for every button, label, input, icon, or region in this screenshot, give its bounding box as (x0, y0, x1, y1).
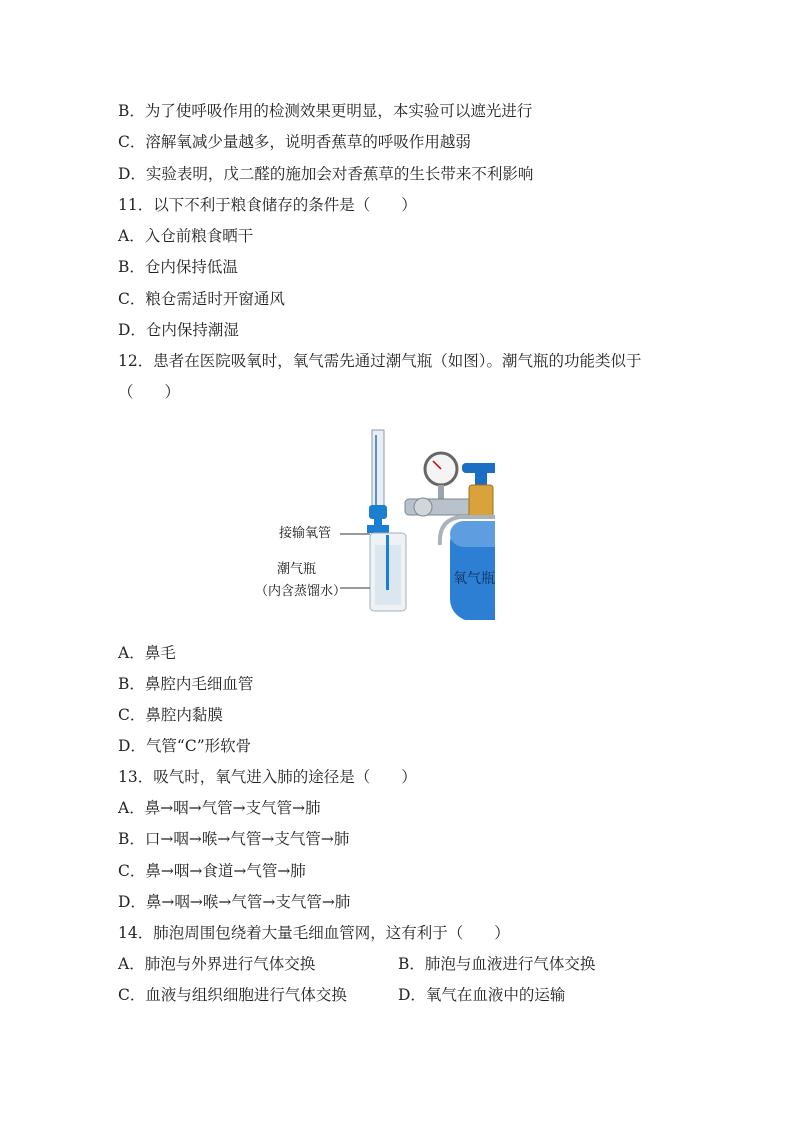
option-line-d: D．实验表明，戊二醛的施加会对香蕉草的生长带来不利影响 (118, 165, 534, 183)
q13-option-d: D．鼻→咽→喉→气管→支气管→肺 (118, 893, 351, 911)
q14-option-c: C．血液与组织细胞进行气体交换 (118, 986, 347, 1004)
q11-option-b: B．仓内保持低温 (118, 258, 238, 276)
q11-option-d: D．仓内保持潮湿 (118, 321, 239, 339)
label-humidifier-bottle: 潮气瓶 (277, 562, 317, 577)
q14-option-b: B．肺泡与血液进行气体交换 (398, 955, 596, 973)
q13-option-a: A．鼻→咽→气管→支气管→肺 (118, 799, 321, 817)
option-line-c: C．溶解氧减少量越多，说明香蕉草的呼吸作用越弱 (118, 133, 471, 151)
q14-option-a: A．肺泡与外界进行气体交换 (118, 955, 316, 973)
label-humidifier-note: （内含蒸馏水） (255, 584, 347, 599)
q13-option-c: C．鼻→咽→食道→气管→肺 (118, 862, 306, 880)
q12-stem: 12．患者在医院吸氧时，氧气需先通过潮气瓶（如图）。潮气瓶的功能类似于 (118, 352, 642, 370)
option-line-b: B．为了使呼吸作用的检测效果更明显，本实验可以遮光进行 (118, 102, 533, 120)
q11-option-a: A．入仓前粮食晒干 (118, 227, 254, 245)
q13-option-b: B．口→咽→喉→气管→支气管→肺 (118, 830, 350, 848)
label-oxygen-tank: 氧气瓶 (453, 571, 495, 587)
q11-stem: 11．以下不利于粮食储存的条件是（ ） (118, 196, 417, 214)
q12-option-d: D．气管“C”形软骨 (118, 737, 252, 755)
label-oxygen-tube: 接输氧管 (279, 526, 332, 541)
q14-option-d: D．氧气在血液中的运输 (398, 986, 566, 1004)
q12-option-a: A．鼻毛 (118, 644, 176, 662)
q13-stem: 13．吸气时，氧气进入肺的途径是（ ） (118, 768, 417, 786)
q12-option-b: B．鼻腔内毛细血管 (118, 675, 254, 693)
q12-stem-paren: （ ） (118, 383, 181, 401)
q14-stem: 14．肺泡周围包绕着大量毛细血管网，这有利于（ ） (118, 924, 510, 942)
q12-option-c: C．鼻腔内黏膜 (118, 706, 223, 724)
q11-option-c: C．粮仓需适时开窗通风 (118, 290, 285, 308)
oxygen-setup-figure (255, 425, 495, 620)
